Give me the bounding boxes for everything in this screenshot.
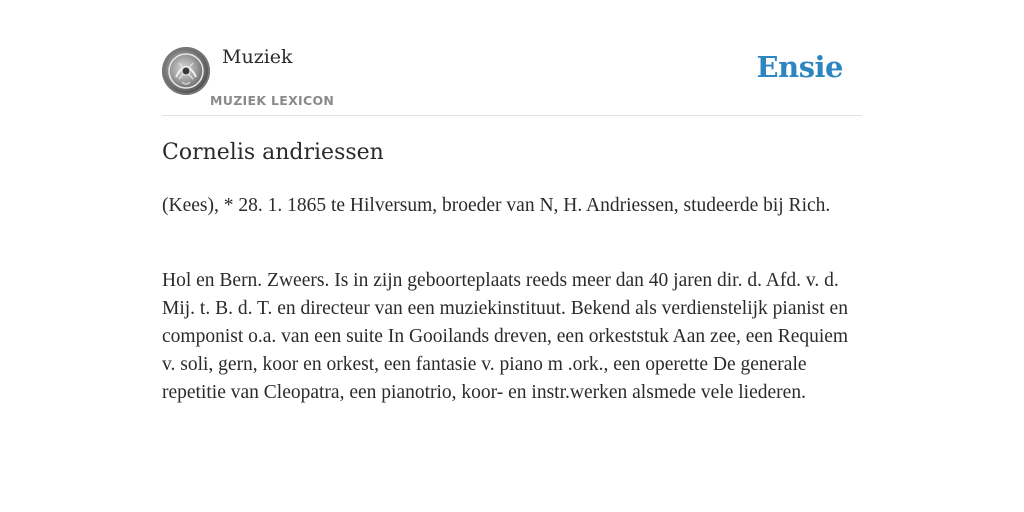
source-avatar[interactable] — [162, 47, 210, 95]
source-name[interactable]: Muziek — [222, 46, 293, 68]
emblem-icon — [162, 47, 210, 95]
article-title: Cornelis andriessen — [162, 140, 384, 165]
article-header — [162, 0, 862, 116]
brand-logo[interactable]: Ensie — [756, 50, 843, 84]
article-paragraph-1: (Kees), * 28. 1. 1865 te Hilversum, broeder van N, H. Andriessen, studeerde bij Rich. — [162, 195, 831, 216]
article-paragraph-2: Hol en Bern. Zweers. Is in zijn geboorteplaats reeds meer dan 40 jaren dir. d. Afd. v. d. Mij. t. B. d. T. en directeur van een muziekinstituut. Bekend als verdienstelijk pianist en componist o.a. van een suite In Gooilands dreven, een orkeststuk Aan zee, een Requiem v. soli, gern, koor en orkest, een fantasie v. piano m .ork., een operette De generale repetitie van Cleopatra, een pianotrio, koor- en instr.werken alsmede vele liederen. — [162, 270, 849, 403]
article-card — [162, 0, 862, 512]
source-subtitle: MUZIEK LEXICON — [210, 93, 335, 108]
